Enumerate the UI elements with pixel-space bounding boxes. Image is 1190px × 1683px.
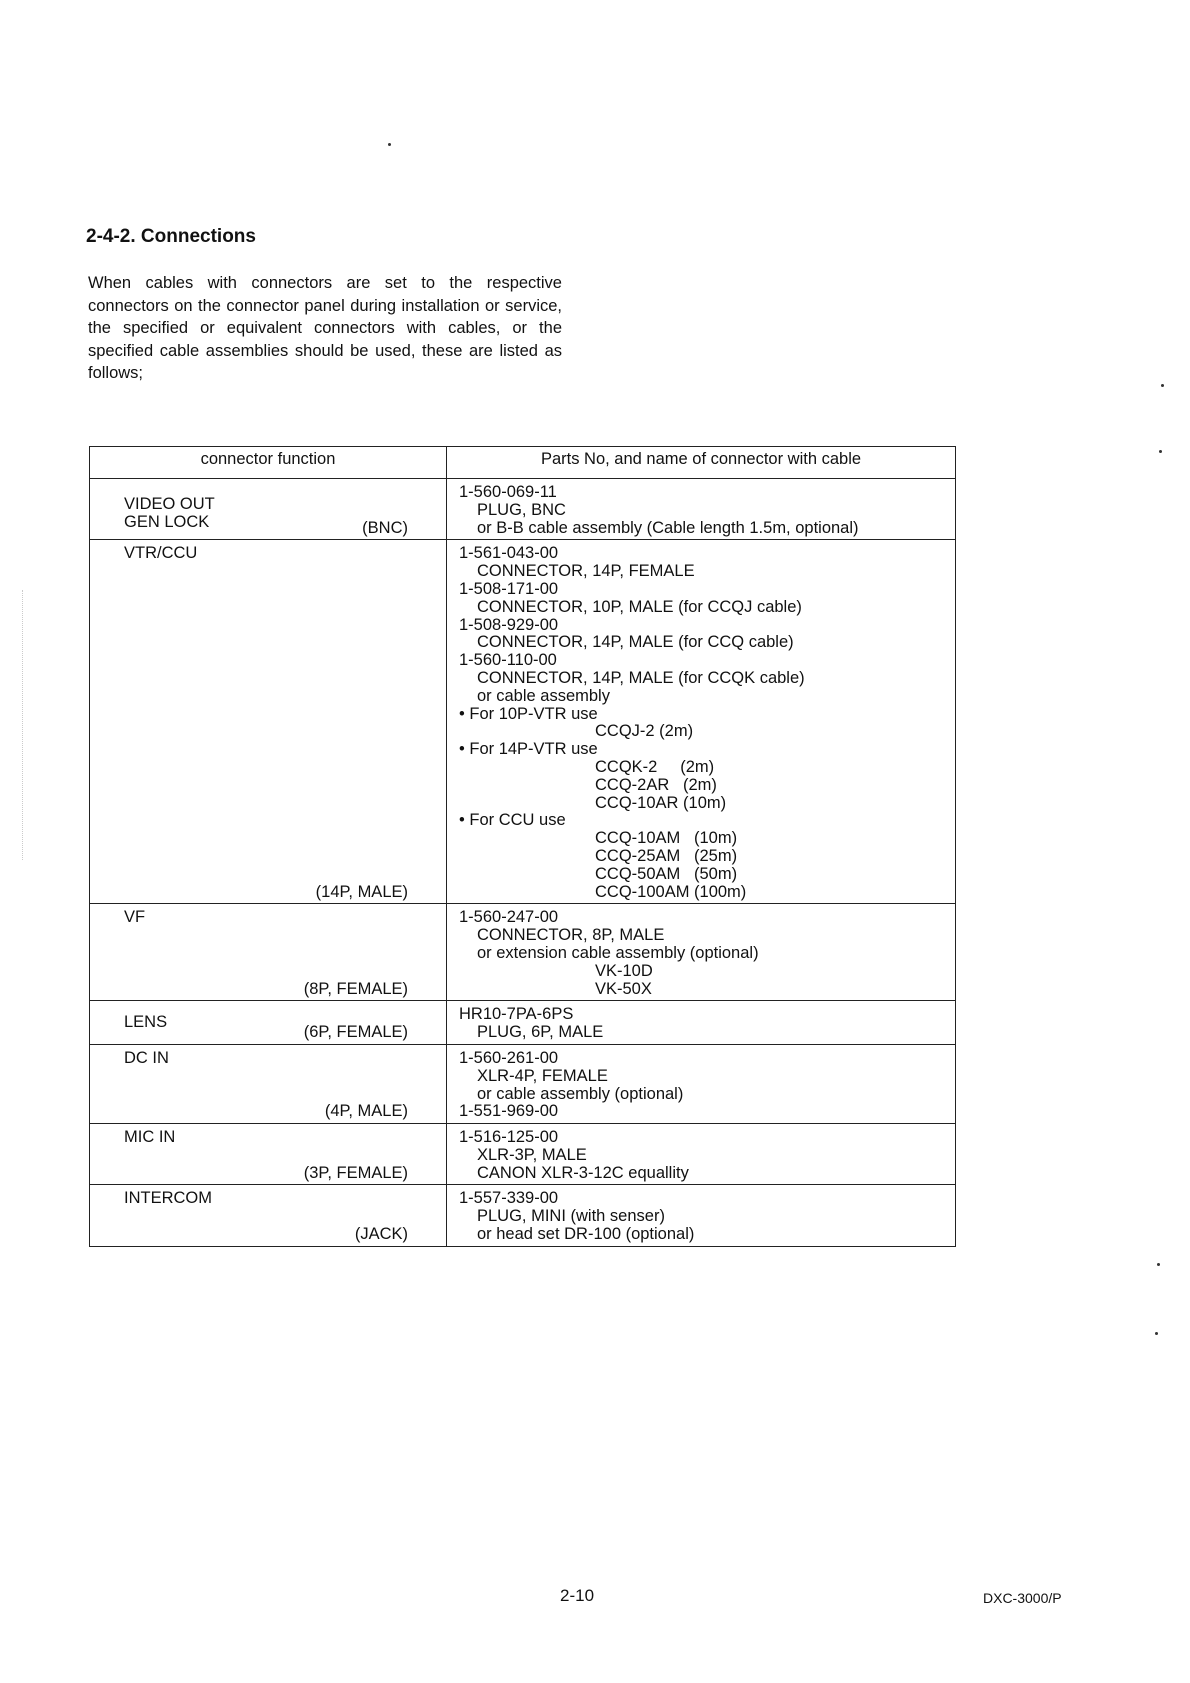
connector-function-cell xyxy=(90,1124,447,1185)
part-line: XLR-4P, FEMALE xyxy=(477,1066,608,1085)
part-line: CCQ-10AR (10m) xyxy=(595,793,727,812)
part-line: or cable assembly (optional) xyxy=(477,1084,684,1103)
model-number: DXC-3000/P xyxy=(983,1590,1062,1606)
part-line: VK-10D xyxy=(595,961,653,980)
connector-type: (6P, FEMALE) xyxy=(303,1023,408,1042)
parts-cell xyxy=(447,904,956,1001)
part-line: HR10-7PA-6PS xyxy=(459,1005,574,1024)
connector-name-line: MIC IN xyxy=(124,1128,176,1147)
table-header-row xyxy=(90,447,956,479)
part-line: • For CCU use xyxy=(459,811,566,830)
part-line: 1-560-069-11 xyxy=(459,483,557,501)
part-line: XLR-3P, MALE xyxy=(477,1145,587,1164)
part-line: PLUG, 6P, MALE xyxy=(477,1023,604,1042)
connector-type: (8P, FEMALE) xyxy=(303,979,408,998)
connector-name-line: GEN LOCK xyxy=(124,512,210,531)
part-line: 1-557-339-00 xyxy=(459,1189,559,1208)
connector-type: (JACK) xyxy=(354,1225,408,1244)
part-line: 1-508-929-00 xyxy=(459,615,559,634)
connector-name xyxy=(90,1124,446,1147)
connector-name xyxy=(90,1185,446,1208)
part-line: 1-560-261-00 xyxy=(459,1048,559,1067)
scan-speck xyxy=(1159,450,1162,453)
intro-paragraph: When cables with connectors are set to the respective connectors on the connector panel during installation or service, the specified or equivalent connectors with cables, or the specified cable assemblies should be used, these are listed as follows; xyxy=(88,274,562,382)
part-line: CCQJ-2 (2m) xyxy=(595,722,694,741)
table-row xyxy=(90,1124,956,1185)
connections-table xyxy=(89,446,956,1247)
connector-function-cell xyxy=(90,479,447,540)
part-line: CONNECTOR, 14P, FEMALE xyxy=(477,562,695,581)
part-line: CCQ-50AM (50m) xyxy=(595,864,738,883)
table-row xyxy=(90,479,956,540)
part-line: 1-561-043-00 xyxy=(459,544,559,563)
part-line: • For 14P-VTR use xyxy=(459,740,598,759)
parts-cell xyxy=(447,1185,956,1246)
part-line: CCQ-2AR (2m) xyxy=(595,775,717,794)
table-row xyxy=(90,1185,956,1246)
part-line: 1-560-110-00 xyxy=(459,651,557,670)
connector-function-cell xyxy=(90,1044,447,1123)
part-line: 1-560-247-00 xyxy=(459,908,559,927)
part-line: PLUG, BNC xyxy=(477,500,566,519)
connector-name xyxy=(90,540,446,563)
part-line: CCQ-10AM (10m) xyxy=(595,829,738,848)
connector-type: (3P, FEMALE) xyxy=(303,1163,408,1182)
part-line: CONNECTOR, 14P, MALE (for CCQK cable) xyxy=(477,668,805,687)
connector-function-cell xyxy=(90,1185,447,1246)
part-line: CCQ-25AM (25m) xyxy=(595,846,738,865)
connector-name xyxy=(90,904,446,927)
part-line: CCQ-100AM (100m) xyxy=(595,882,747,901)
parts-cell xyxy=(447,479,956,540)
part-line: or cable assembly xyxy=(477,686,610,705)
connector-function-cell xyxy=(90,1001,447,1045)
table-row xyxy=(90,540,956,904)
binding-edge-marks xyxy=(22,590,33,860)
scan-speck xyxy=(1157,1263,1160,1266)
part-line: CONNECTOR, 14P, MALE (for CCQ cable) xyxy=(477,633,794,652)
scan-speck xyxy=(388,143,391,146)
connector-name-line: LENS xyxy=(124,1013,168,1032)
table-row xyxy=(90,1044,956,1123)
connector-function-cell xyxy=(90,904,447,1001)
header-connector-function: connector function xyxy=(90,447,447,479)
part-line: 1-551-969-00 xyxy=(459,1102,559,1121)
table-row xyxy=(90,1001,956,1045)
parts-cell xyxy=(447,540,956,904)
parts-cell xyxy=(447,1001,956,1045)
connector-name-line: VIDEO OUT xyxy=(124,495,215,513)
table-row xyxy=(90,904,956,1001)
part-line: • For 10P-VTR use xyxy=(459,704,598,723)
connector-name-line: VTR/CCU xyxy=(124,544,198,563)
connector-type: (14P, MALE) xyxy=(315,882,408,901)
part-line: CONNECTOR, 8P, MALE xyxy=(477,926,665,945)
part-line: PLUG, MINI (with senser) xyxy=(477,1207,665,1226)
part-line: 1-508-171-00 xyxy=(459,579,559,598)
part-line: 1-516-125-00 xyxy=(459,1128,559,1147)
scan-speck xyxy=(1155,1332,1158,1335)
connector-name-line: DC IN xyxy=(124,1048,169,1067)
parts-cell xyxy=(447,1124,956,1185)
part-line: CONNECTOR, 10P, MALE (for CCQJ cable) xyxy=(477,597,802,616)
connector-type: (BNC) xyxy=(362,518,408,537)
part-line: VK-50X xyxy=(595,979,652,998)
connector-type: (4P, MALE) xyxy=(324,1102,408,1121)
connector-name-line: VF xyxy=(124,908,146,927)
header-parts-no: Parts No, and name of connector with cable xyxy=(447,447,956,479)
part-line: or extension cable assembly (optional) xyxy=(477,943,759,962)
page-number: 2-10 xyxy=(560,1586,595,1605)
parts-cell xyxy=(447,1044,956,1123)
scan-speck xyxy=(1161,384,1164,387)
part-line: CCQK-2 (2m) xyxy=(595,757,715,776)
connector-name-line: INTERCOM xyxy=(124,1189,212,1208)
part-line: or B-B cable assembly (Cable length 1.5m, optional) xyxy=(477,518,859,537)
part-line: CANON XLR-3-12C equallity xyxy=(477,1163,689,1182)
connector-name xyxy=(90,1045,446,1068)
section-heading: 2-4-2. Connections xyxy=(86,226,256,247)
connector-function-cell xyxy=(90,540,447,904)
part-line: or head set DR-100 (optional) xyxy=(477,1225,695,1244)
